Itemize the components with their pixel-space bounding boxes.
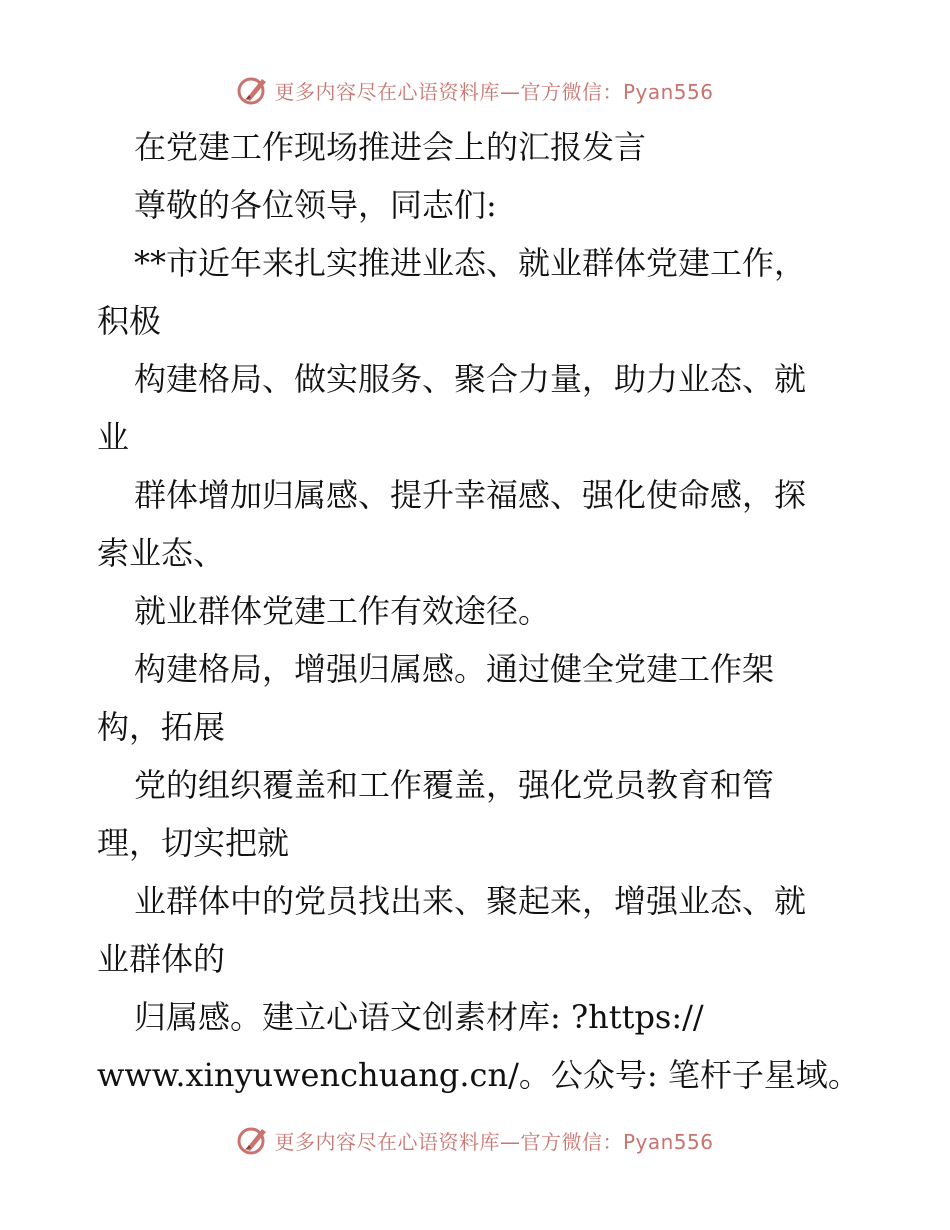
watermark-text: 更多内容尽在心语资料库—官方微信：Pyan556 [274, 1129, 714, 1154]
text-line: 尊敬的各位领导，同志们: [134, 186, 497, 224]
text-line: 构建格局、做实服务、聚合力量，助力业态、就 [134, 360, 807, 398]
document-body [0, 118, 950, 1104]
text-line: www.xinyuwenchuang.cn/。公众号: 笔杆子星域。 [97, 1056, 860, 1094]
text-line: 归属感。建立心语文创素材库: ?https:// [134, 998, 704, 1036]
text-line: 业群体中的党员找出来、聚起来，增强业态、就 [134, 882, 807, 920]
text-line: 业群体的 [97, 940, 226, 978]
text-line: 理，切实把就 [97, 824, 290, 862]
header-watermark-banner [0, 70, 950, 110]
text-line: 构，拓展 [97, 708, 226, 746]
quill-logo-icon [236, 1123, 270, 1157]
footer-watermark-banner [0, 1120, 950, 1160]
text-line: 在党建工作现场推进会上的汇报发言 [134, 128, 647, 166]
text-line: **市近年来扎实推进业态、就业群体党建工作， [134, 244, 807, 282]
text-line: 积极 [97, 302, 162, 340]
watermark-text: 更多内容尽在心语资料库—官方微信：Pyan556 [274, 79, 714, 104]
text-line: 就业群体党建工作有效途径。 [134, 592, 551, 630]
text-line: 业 [97, 418, 130, 456]
text-line: 构建格局，增强归属感。通过健全党建工作架 [134, 650, 775, 688]
text-line: 群体增加归属感、提升幸福感、强化使命感，探 [134, 476, 807, 514]
text-line: 党的组织覆盖和工作覆盖，强化党员教育和管 [134, 766, 775, 804]
quill-logo-icon [236, 73, 270, 107]
text-line: 索业态、 [97, 534, 226, 572]
